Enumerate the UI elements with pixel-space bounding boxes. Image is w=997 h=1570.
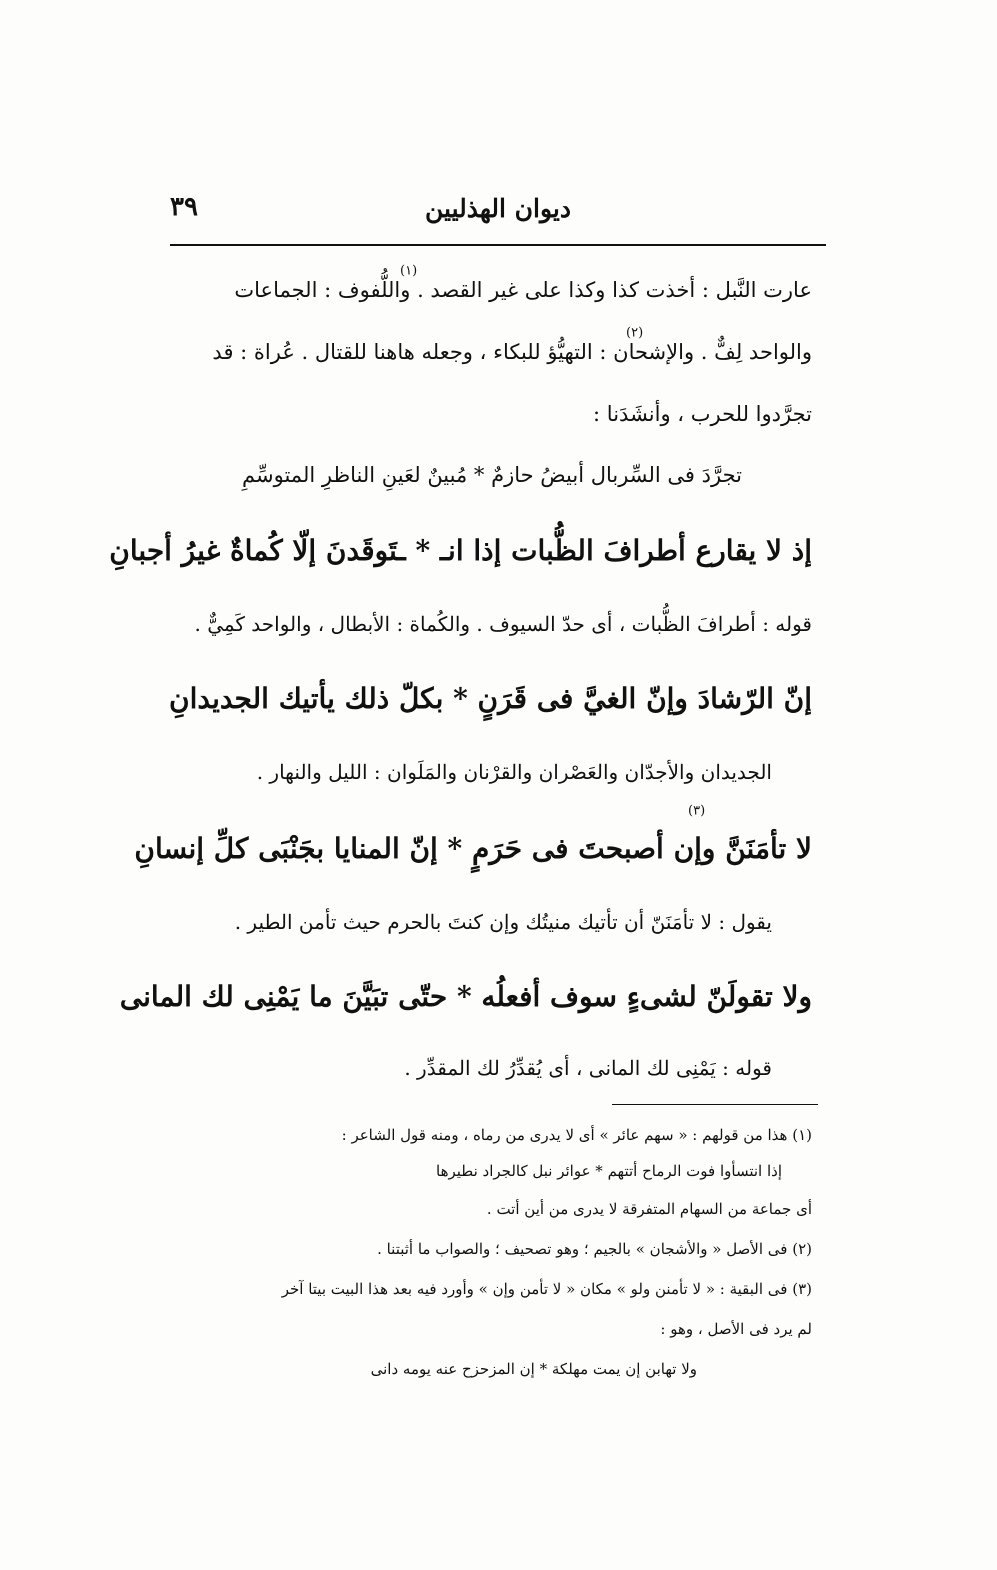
- noteref-3-text: (٣): [688, 803, 706, 819]
- footnote-1-line-3: [487, 1200, 812, 1218]
- prose-line-2: [172, 340, 812, 364]
- footnote-1-verse: [436, 1162, 782, 1180]
- noteref-1-text: (١): [400, 263, 418, 279]
- verse-2-text: إذ لا يقارع أطرافَ الظُّبات إذا انـ * ـتَوقَدنَ إلّا كُماةٌ غيرُ أجبانِ: [109, 534, 812, 567]
- footnote-3-line-2-text: لم يرد فى الأصل ، وهو :: [660, 1320, 812, 1338]
- noteref-3: [688, 803, 706, 825]
- prose-line-3-text: تجرَّدوا للحرب ، وأنشَدَنا :: [593, 402, 812, 426]
- header-rule: [170, 244, 826, 246]
- footnote-1-verse-text: إذا انتسأوا فوت الرماح أتتهم * عوائر نبل كالجراد نطيرها: [436, 1162, 782, 1180]
- gloss-4: [235, 910, 772, 934]
- gloss-3: [257, 760, 772, 784]
- gloss-3-text: الجديدان والأجدّان والعَصْران والقرْنان والمَلَوان : الليل والنهار .: [256, 760, 772, 784]
- footnote-1-line-1: [342, 1126, 812, 1144]
- footnote-2: [377, 1240, 812, 1258]
- prose-line-1: [172, 278, 812, 302]
- footnote-3-line-1: [282, 1280, 812, 1298]
- noteref-2-text: (٢): [626, 325, 644, 341]
- prose-line-3: [593, 402, 812, 426]
- noteref-1: [400, 263, 418, 285]
- verse-2: [109, 534, 812, 567]
- noteref-2: [626, 325, 644, 347]
- verse-4-text: لا تأمَنَنَّ وإن أصبحتَ فى حَرَمٍ * إنّ المنايا بجَنْبَى كلِّ إنسانِ: [134, 832, 812, 865]
- prose-line-1-text: عارت النَّبل : أخذت كذا وكذا على غير القصد . واللُّفوف : الجماعات: [234, 278, 812, 302]
- gloss-2: [194, 612, 812, 636]
- verse-1-text: تجرَّدَ فى السِّربال أبيضُ حازمٌ * مُبينٌ لعَينِ الناظرِ المتوسِّمِ: [242, 463, 742, 487]
- footnote-3-line-2: [660, 1320, 812, 1338]
- footnote-rule: [612, 1104, 818, 1105]
- footnote-3-line-1-text: (٣) فى البقية : « لا تأمنن ولو » مكان « لا تأمن وإن » وأورد فيه بعد هذا البيت بيتا آخر: [281, 1280, 812, 1298]
- verse-5: [120, 980, 812, 1013]
- footnote-3-verse: [371, 1360, 697, 1378]
- running-title: ديوان الهذليين: [425, 194, 571, 223]
- gloss-5-text: قوله : يَمْنِى لك المانى ، أى يُقدِّرُ لك المقدِّر .: [404, 1056, 772, 1080]
- gloss-4-text: يقول : لا تأمَنَنّ أن تأتيك منيتُك وإن كنتَ بالحرم حيث تأمن الطير .: [234, 910, 772, 934]
- verse-1: [242, 463, 742, 487]
- verse-5-text: ولا تقولَنّ لشىءٍ سوف أفعلُه * حتّى تبَيَّنَ ما يَمْنِى لك المانى: [119, 980, 812, 1013]
- gloss-2-text: قوله : أطرافَ الظُّبات ، أى حدّ السيوف . والكُماة : الأبطال ، والواحد كَمِيٌّ .: [194, 612, 812, 636]
- gloss-5: [404, 1056, 772, 1080]
- verse-4: [134, 832, 812, 865]
- footnote-3-verse-text: ولا تهابن إن يمت مهلكة * إن المزحزح عنه يومه دانى: [370, 1360, 697, 1378]
- footnote-1-line-3-text: أى جماعة من السهام المتفرقة لا يدرى من أين أتت .: [486, 1200, 812, 1218]
- footnote-1-line-1-text: (١) هذا من قولهم : « سهم عائر » أى لا يدرى من رماه ، ومنه قول الشاعر :: [341, 1126, 812, 1144]
- verse-3-text: إنّ الرّشادَ وإنّ الغيَّ فى قَرَنٍ * بكلّ ذلك يأتيك الجديدانِ: [169, 682, 812, 715]
- page-number: ٣٩: [170, 192, 198, 222]
- prose-line-2-text: والواحد لِفٌّ . والإشحان : التهيُّؤ للبكاء ، وجعله هاهنا للقتال . عُراة : قد: [212, 340, 812, 364]
- running-header: [170, 192, 826, 236]
- verse-3: [169, 682, 812, 715]
- footnote-2-text: (٢) فى الأصل « والأشجان » بالجيم ؛ وهو تصحيف ؛ والصواب ما أثبتنا .: [377, 1240, 812, 1258]
